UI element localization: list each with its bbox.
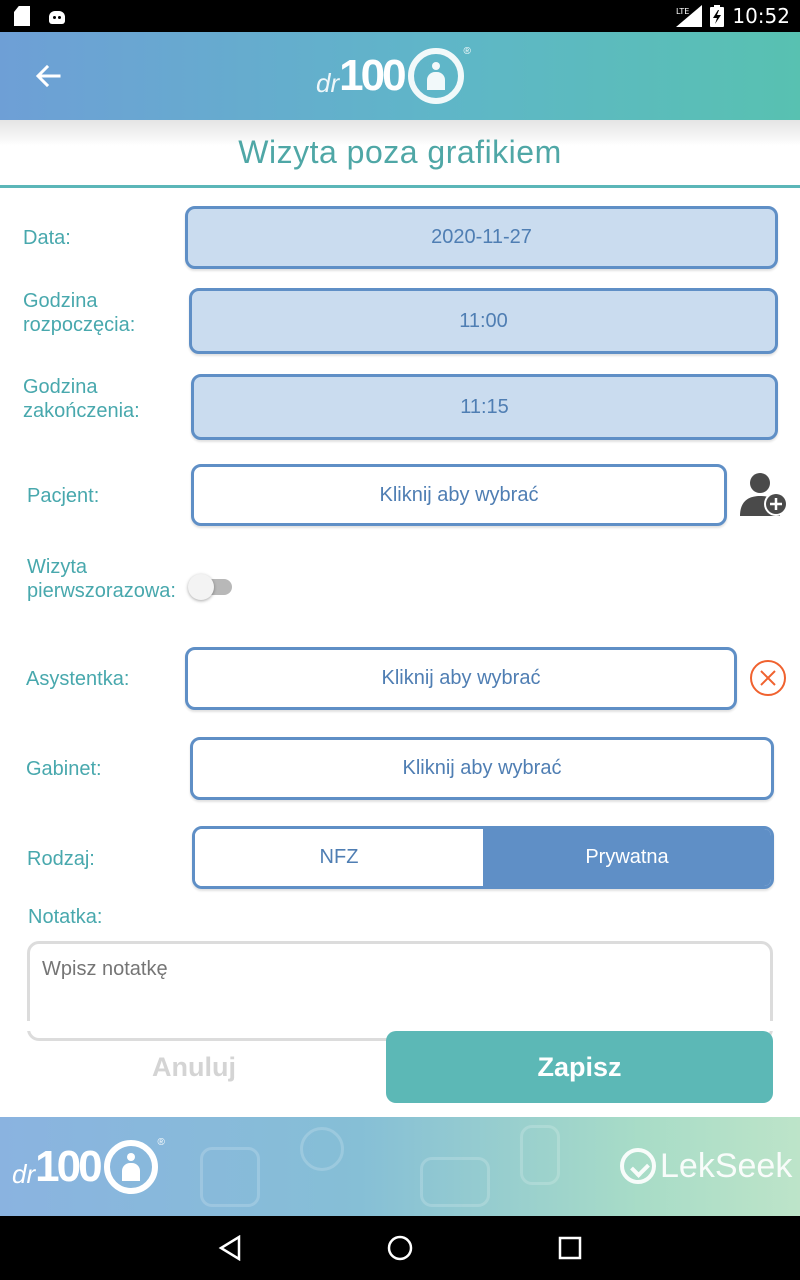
type-option-private[interactable]: Prywatna — [483, 829, 771, 886]
app-logo: dr 100 ® — [316, 44, 471, 108]
system-nav-bar — [0, 1216, 800, 1280]
partner-logo: LekSeek — [620, 1145, 792, 1187]
cancel-button[interactable]: Anuluj — [26, 1032, 362, 1102]
note-label: Notatka: — [28, 906, 103, 928]
svg-text:LTE: LTE — [676, 7, 690, 16]
footer-banner — [0, 1117, 800, 1216]
office-label: Gabinet: — [26, 758, 102, 780]
battery-charging-icon — [710, 5, 724, 27]
assistant-select[interactable]: Kliknij aby wybrać — [185, 647, 737, 710]
patient-select[interactable]: Kliknij aby wybrać — [191, 464, 727, 526]
assistant-label: Asystentka: — [26, 668, 130, 690]
date-field[interactable]: 2020-11-27 — [185, 206, 778, 269]
save-button[interactable]: Zapisz — [386, 1031, 773, 1103]
start-time-field[interactable]: 11:00 — [189, 288, 778, 354]
start-time-label: Godzina rozpoczęcia: — [23, 290, 136, 336]
end-time-label: Godzina zakończenia: — [23, 376, 140, 422]
end-time-field[interactable]: 11:15 — [191, 374, 778, 440]
signal-icon — [676, 5, 702, 27]
partner-logo-icon — [620, 1148, 656, 1184]
arrow-left-icon — [35, 64, 61, 88]
status-bar — [0, 0, 800, 32]
app-header — [0, 32, 800, 120]
square-recents-icon — [558, 1236, 582, 1260]
footer-logo: dr 100 ® — [12, 1135, 165, 1199]
logo-person-icon — [408, 48, 464, 104]
circle-home-icon — [387, 1235, 413, 1261]
back-button[interactable] — [22, 54, 74, 98]
triangle-back-icon — [218, 1235, 242, 1261]
date-label: Data: — [23, 227, 71, 249]
patient-label: Pacjent: — [27, 485, 100, 507]
first-visit-label: Wizyta pierwszorazowa: — [27, 556, 176, 602]
type-segmented-control — [192, 826, 774, 889]
page-title: Wizyta poza grafikiem — [238, 134, 562, 170]
clear-assistant-icon[interactable] — [750, 660, 786, 696]
title-bar — [0, 120, 800, 188]
clock: 10:52 — [732, 4, 790, 28]
type-option-nfz[interactable]: NFZ — [195, 829, 483, 886]
android-notification-icon — [48, 6, 66, 26]
sd-card-icon — [14, 6, 30, 26]
office-select[interactable]: Kliknij aby wybrać — [190, 737, 774, 800]
nav-home-button[interactable] — [375, 1223, 425, 1273]
add-patient-icon[interactable] — [738, 472, 790, 518]
nav-recents-button[interactable] — [545, 1223, 595, 1273]
first-visit-toggle[interactable] — [188, 574, 236, 600]
nav-back-button[interactable] — [205, 1223, 255, 1273]
type-label: Rodzaj: — [27, 848, 95, 870]
footer-logo-person-icon — [104, 1140, 158, 1194]
